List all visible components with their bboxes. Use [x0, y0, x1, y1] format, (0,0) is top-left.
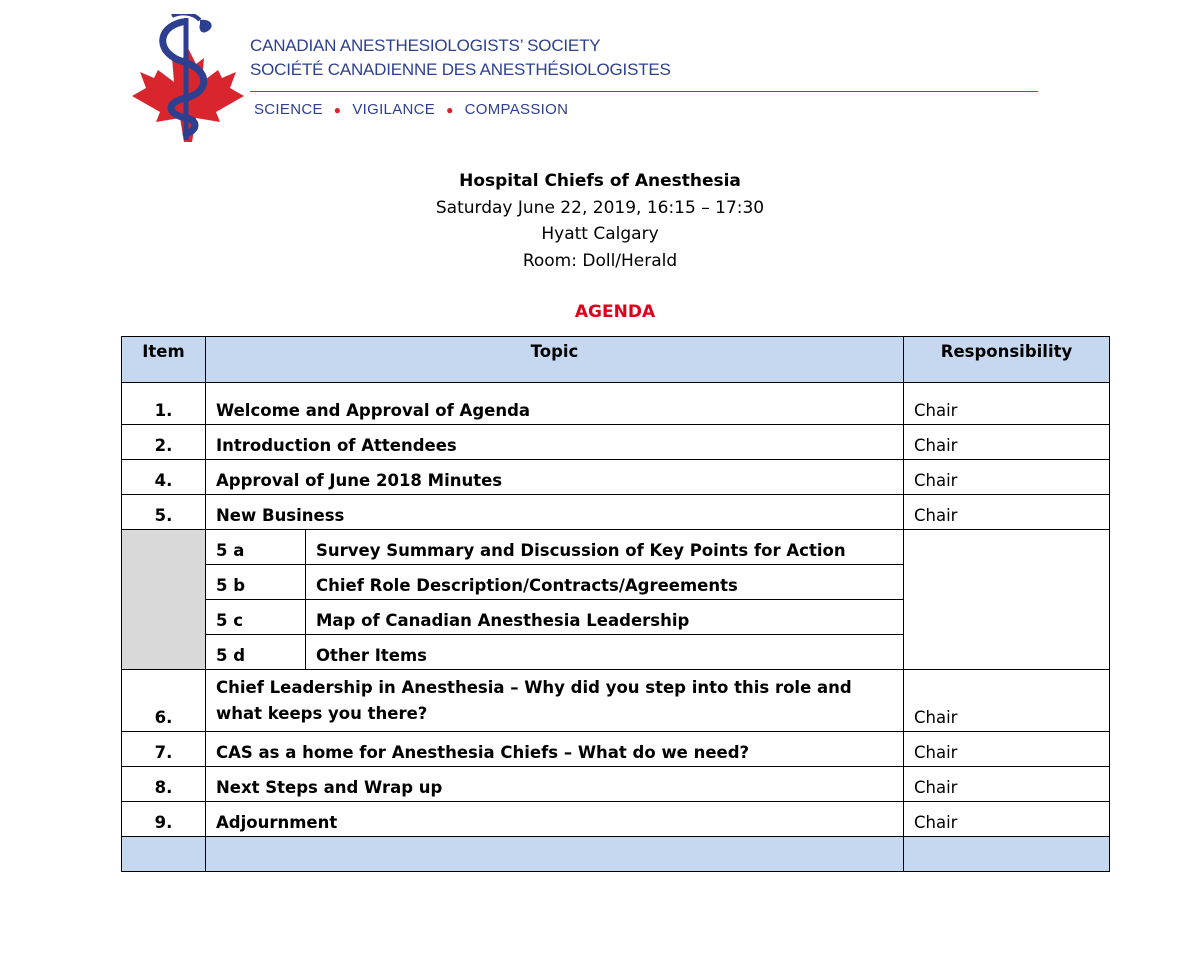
footer-cell	[122, 837, 206, 872]
header-responsibility: Responsibility	[904, 337, 1110, 383]
item-responsibility: Chair	[904, 425, 1110, 460]
subitem-row	[122, 530, 1110, 565]
table-row	[122, 425, 1110, 460]
item-topic	[206, 670, 904, 732]
item-topic: Next Steps and Wrap up	[206, 767, 904, 802]
subitem-code: 5 a	[206, 530, 306, 565]
subitem-topic: Other Items	[306, 635, 904, 670]
table-row	[122, 670, 1110, 732]
item-topic: Approval of June 2018 Minutes	[206, 460, 904, 495]
subitem-topic: Survey Summary and Discussion of Key Points for Action	[306, 530, 904, 565]
meeting-datetime: Saturday June 22, 2019, 16:15 – 17:30	[435, 197, 765, 218]
tagline-word: VIGILANCE	[352, 101, 436, 118]
item-number: 9.	[122, 802, 206, 837]
table-row	[122, 495, 1110, 530]
item-topic: Adjournment	[206, 802, 904, 837]
table-header-row	[122, 337, 1110, 383]
org-name-english: CANADIAN ANESTHESIOLOGISTS’ SOCIETY	[250, 36, 601, 55]
table-footer-row	[122, 837, 1110, 872]
item-responsibility: Chair	[904, 495, 1110, 530]
subitem-topic: Map of Canadian Anesthesia Leadership	[306, 600, 904, 635]
agenda-heading: AGENDA	[574, 302, 656, 322]
meeting-title: Hospital Chiefs of Anesthesia	[459, 171, 741, 191]
item-number: 7.	[122, 732, 206, 767]
bullet-icon: ●	[446, 102, 454, 117]
subitem-code: 5 b	[206, 565, 306, 600]
item-responsibility: Chair	[904, 460, 1110, 495]
item-number: 4.	[122, 460, 206, 495]
table-row	[122, 383, 1110, 425]
meeting-header	[0, 168, 1200, 274]
tagline	[254, 101, 568, 118]
footer-cell	[904, 837, 1110, 872]
subitem-topic: Chief Role Description/Contracts/Agreements	[306, 565, 904, 600]
item-topic: New Business	[206, 495, 904, 530]
subitem-code: 5 d	[206, 635, 306, 670]
header-item: Item	[122, 337, 206, 383]
item-number: 2.	[122, 425, 206, 460]
subitem-code: 5 c	[206, 600, 306, 635]
table-row	[122, 460, 1110, 495]
item-topic: Welcome and Approval of Agenda	[206, 383, 904, 425]
bullet-icon: ●	[333, 102, 342, 117]
item-responsibility: Chair	[904, 670, 1110, 732]
maple-leaf-caduceus-logo	[126, 14, 250, 142]
table-row	[122, 732, 1110, 767]
meeting-room: Room: Doll/Herald	[522, 250, 678, 271]
subitem-spacer	[122, 530, 206, 670]
table-row	[122, 802, 1110, 837]
item-number: 1.	[122, 383, 206, 425]
item-topic: CAS as a home for Anesthesia Chiefs – What do we need?	[206, 732, 904, 767]
item-number: 8.	[122, 767, 206, 802]
item-responsibility: Chair	[904, 802, 1110, 837]
footer-cell	[206, 837, 904, 872]
meeting-venue: Hyatt Calgary	[541, 224, 659, 244]
tagline-word: SCIENCE	[254, 101, 323, 118]
item-topic-text: Chief Leadership in Anesthesia – Why did you step into this role and what keeps you there?	[216, 678, 852, 723]
item-responsibility: Chair	[904, 732, 1110, 767]
table-row	[122, 767, 1110, 802]
item-responsibility: Chair	[904, 383, 1110, 425]
header-topic: Topic	[206, 337, 904, 383]
tagline-word: COMPASSION	[464, 101, 569, 118]
subitem-responsibility-blank	[904, 530, 1110, 670]
item-number: 5.	[122, 495, 206, 530]
org-name-french: SOCIÉTÉ CANADIENNE DES ANESTHÉSIOLOGISTES	[250, 60, 671, 79]
agenda-table	[121, 336, 1110, 872]
item-topic: Introduction of Attendees	[206, 425, 904, 460]
header-divider	[250, 91, 1038, 92]
item-responsibility: Chair	[904, 767, 1110, 802]
item-number: 6.	[122, 670, 206, 732]
